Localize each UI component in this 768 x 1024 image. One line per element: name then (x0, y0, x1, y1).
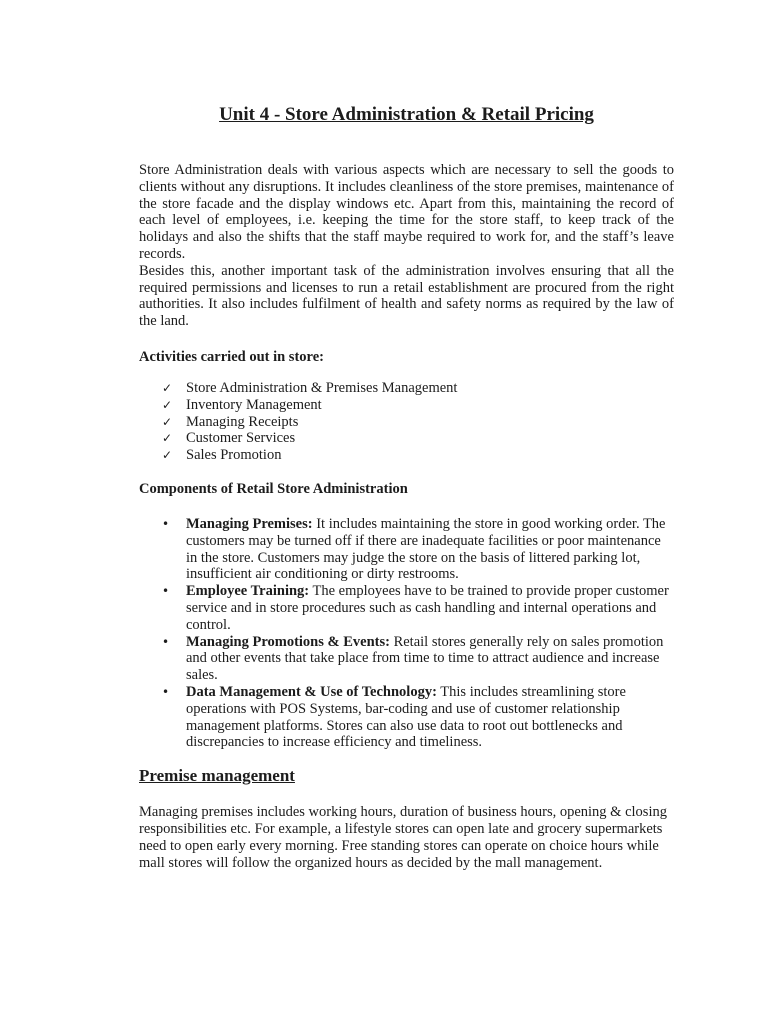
checkmark-icon: ✓ (162, 448, 173, 463)
bullet-icon: • (162, 634, 170, 649)
component-text: It includes maintaining the store in good working order. The customers may be turned off if there are inadequate facilities or poor maintenance in the store. Customers may judge the store on the basis of littered parking lot, insufficient air conditioning or dirty restrooms. (186, 515, 666, 583)
component-description (186, 583, 674, 633)
list-item (162, 447, 674, 464)
list-item (162, 380, 674, 397)
activity-label: Store Administration & Premises Management (186, 379, 458, 396)
component-text: Retail stores generally rely on sales promotion and other events that take place from time to time to attract audience and increase sales. (186, 633, 664, 684)
checkmark-icon: ✓ (162, 414, 173, 429)
components-list (139, 516, 674, 751)
activities-heading: Activities carried out in store: (139, 348, 324, 365)
component-description (186, 516, 674, 583)
component-description (186, 634, 674, 684)
component-term: Managing Premises: (186, 515, 313, 532)
activity-label: Inventory Management (186, 396, 322, 413)
list-item (162, 583, 674, 633)
list-item (162, 414, 674, 431)
component-term: Managing Promotions & Events: (186, 633, 390, 650)
list-item (162, 397, 674, 414)
component-text: The employees have to be trained to provide proper customer service and in store procedures such as cash handling and internal operations and control. (186, 583, 669, 633)
checkmark-icon: ✓ (162, 431, 173, 446)
list-item (162, 430, 674, 447)
list-item (162, 634, 674, 684)
components-heading: Components of Retail Store Administration (139, 480, 408, 497)
component-text: This includes streamlining store operations with POS Systems, bar-coding and use of customer relationship management platforms. Stores can also use data to root out bottlenecks and discrepancies to increase efficiency and timeliness. (186, 683, 626, 751)
component-term: Data Management & Use of Technology: (186, 683, 437, 700)
activities-list (139, 380, 674, 464)
list-item (162, 516, 674, 583)
checkmark-icon: ✓ (162, 397, 173, 412)
document-page (139, 100, 674, 871)
checkmark-icon: ✓ (162, 380, 173, 395)
activity-label: Managing Receipts (186, 413, 299, 430)
premise-management-paragraph: Managing premises includes working hours, duration of business hours, opening & closing responsibilities etc. For example, a lifestyle stores can open late and grocery supermarkets need to open early every morning. Free standing stores can operate on choice hours while mall stores will follow the organized hours as decided by the mall management. (139, 804, 667, 871)
list-item (162, 684, 674, 751)
bullet-icon: • (162, 516, 170, 531)
component-description (186, 684, 674, 751)
page-title: Unit 4 - Store Administration & Retail Pricing (219, 104, 594, 125)
premise-management-heading: Premise management (139, 766, 295, 786)
bullet-icon: • (162, 684, 170, 699)
component-term: Employee Training: (186, 583, 310, 600)
bullet-icon: • (162, 584, 170, 599)
intro-paragraph-2: Besides this, another important task of the administration involves ensuring that all the required permissions and licenses to run a retail establishment are procured from the right authorities. It also includes fulfilment of health and safety norms as required by the law of the land. (139, 262, 674, 330)
activity-label: Sales Promotion (186, 447, 282, 464)
intro-paragraph-1: Store Administration deals with various aspects which are necessary to sell the goods to clients without any disruptions. It includes cleanliness of the store premises, maintenance of the store facade and the display windows etc. Apart from this, maintaining the record of each level of employees, i.e. keeping the time for the store staff, to keep track of the holidays and also the shifts that the staff maybe required to work for, and the staff’s leave records. (139, 162, 674, 262)
activity-label: Customer Services (186, 430, 296, 447)
